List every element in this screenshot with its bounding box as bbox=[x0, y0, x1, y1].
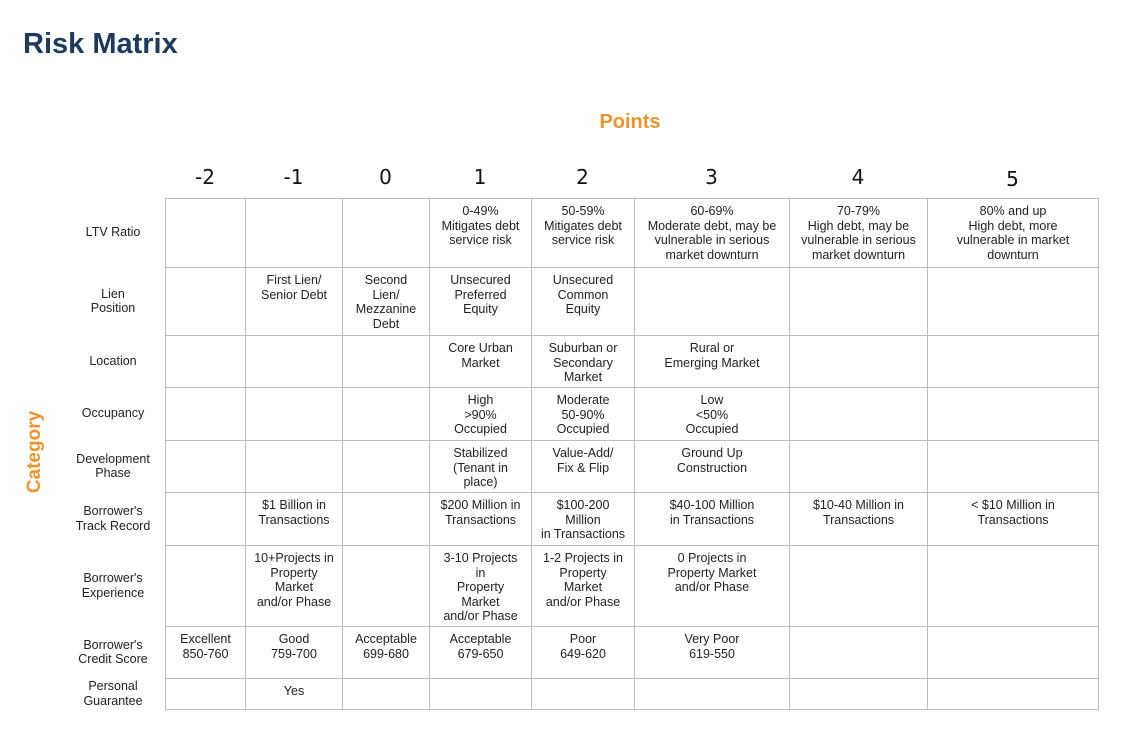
matrix-cell bbox=[166, 493, 246, 546]
matrix-cell bbox=[928, 627, 1099, 679]
matrix-cell: $10-40 Million in Transactions bbox=[790, 493, 928, 546]
row-label: Borrower's Experience bbox=[81, 571, 145, 600]
matrix-cell: Rural or Emerging Market bbox=[635, 336, 790, 388]
matrix-cell bbox=[166, 336, 246, 388]
matrix-cell: Suburban or Secondary Market bbox=[532, 336, 635, 388]
table-row bbox=[166, 679, 1099, 710]
table-row bbox=[166, 546, 1099, 627]
matrix-cell: Poor 649-620 bbox=[532, 627, 635, 679]
matrix-cell: Unsecured Preferred Equity bbox=[430, 268, 532, 336]
matrix-cell: 3-10 Projects in Property Market and/or Phase bbox=[430, 546, 532, 627]
points-header: 4 bbox=[851, 165, 865, 189]
matrix-cell: First Lien/ Senior Debt bbox=[246, 268, 343, 336]
matrix-cell: $200 Million in Transactions bbox=[430, 493, 532, 546]
points-header: -2 bbox=[195, 165, 215, 189]
points-header: 5 bbox=[1006, 167, 1019, 191]
matrix-cell bbox=[928, 546, 1099, 627]
row-label: Personal Guarantee bbox=[83, 679, 143, 708]
row-label: Development Phase bbox=[76, 451, 150, 480]
table-row bbox=[166, 268, 1099, 336]
matrix-cell bbox=[166, 546, 246, 627]
matrix-cell bbox=[343, 388, 430, 441]
matrix-cell bbox=[790, 546, 928, 627]
points-header: 1 bbox=[473, 165, 487, 189]
matrix-cell: Core Urban Market bbox=[430, 336, 532, 388]
matrix-cell: 0-49% Mitigates debt service risk bbox=[430, 199, 532, 268]
matrix-cell bbox=[790, 388, 928, 441]
matrix-cell bbox=[430, 679, 532, 710]
matrix-cell: Low <50% Occupied bbox=[635, 388, 790, 441]
matrix-cell bbox=[343, 199, 430, 268]
points-header: 2 bbox=[576, 165, 589, 189]
matrix-cell bbox=[928, 388, 1099, 441]
matrix-cell: < $10 Million in Transactions bbox=[928, 493, 1099, 546]
matrix-cell: Ground Up Construction bbox=[635, 441, 790, 493]
row-label: Borrower's Track Record bbox=[75, 504, 151, 533]
matrix-cell: Very Poor 619-550 bbox=[635, 627, 790, 679]
matrix-cell bbox=[343, 679, 430, 710]
matrix-cell bbox=[246, 199, 343, 268]
matrix-cell bbox=[790, 336, 928, 388]
table-row bbox=[166, 388, 1099, 441]
page-title: Risk Matrix bbox=[23, 28, 178, 60]
matrix-cell: 80% and up High debt, more vulnerable in market downturn bbox=[928, 199, 1099, 268]
matrix-cell: Acceptable 679-650 bbox=[430, 627, 532, 679]
matrix-cell: Value-Add/ Fix & Flip bbox=[532, 441, 635, 493]
points-axis-label: Points bbox=[599, 111, 661, 133]
matrix-cell bbox=[166, 199, 246, 268]
matrix-cell bbox=[166, 679, 246, 710]
matrix-cell: $1 Billion in Transactions bbox=[246, 493, 343, 546]
matrix-cell bbox=[246, 336, 343, 388]
matrix-cell bbox=[343, 493, 430, 546]
points-header: 0 bbox=[379, 165, 392, 189]
matrix-cell: Stabilized (Tenant in place) bbox=[430, 441, 532, 493]
table-row bbox=[166, 493, 1099, 546]
matrix-cell bbox=[343, 441, 430, 493]
matrix-cell bbox=[343, 546, 430, 627]
matrix-cell bbox=[790, 627, 928, 679]
matrix-cell bbox=[635, 268, 790, 336]
matrix-cell: $100-200 Million in Transactions bbox=[532, 493, 635, 546]
matrix-cell: Unsecured Common Equity bbox=[532, 268, 635, 336]
matrix-cell: $40-100 Million in Transactions bbox=[635, 493, 790, 546]
matrix-cell: Excellent 850-760 bbox=[166, 627, 246, 679]
matrix-cell: 10+Projects in Property Market and/or Phase bbox=[246, 546, 343, 627]
row-label: Lien Position bbox=[90, 286, 136, 315]
matrix-cell: High >90% Occupied bbox=[430, 388, 532, 441]
matrix-cell: 1-2 Projects in Property Market and/or Phase bbox=[532, 546, 635, 627]
matrix-cell bbox=[246, 388, 343, 441]
matrix-cell bbox=[790, 268, 928, 336]
matrix-cell bbox=[166, 388, 246, 441]
points-header: -1 bbox=[283, 165, 304, 189]
category-axis-label: Category bbox=[24, 410, 45, 494]
matrix-cell bbox=[790, 679, 928, 710]
matrix-cell: 0 Projects in Property Market and/or Phase bbox=[635, 546, 790, 627]
matrix-cell: Moderate 50-90% Occupied bbox=[532, 388, 635, 441]
row-label: LTV Ratio bbox=[85, 225, 141, 240]
points-header: 3 bbox=[705, 165, 718, 189]
matrix-cell bbox=[166, 441, 246, 493]
matrix-cell: Acceptable 699-680 bbox=[343, 627, 430, 679]
matrix-cell bbox=[343, 336, 430, 388]
risk-matrix-table bbox=[165, 198, 1099, 710]
table-row bbox=[166, 336, 1099, 388]
table-row bbox=[166, 627, 1099, 679]
matrix-cell bbox=[928, 336, 1099, 388]
matrix-cell bbox=[246, 441, 343, 493]
matrix-cell: Yes bbox=[246, 679, 343, 710]
table-row bbox=[166, 199, 1099, 268]
matrix-cell bbox=[928, 679, 1099, 710]
matrix-cell: 70-79% High debt, may be vulnerable in serious market downturn bbox=[790, 199, 928, 268]
matrix-cell: 50-59% Mitigates debt service risk bbox=[532, 199, 635, 268]
matrix-cell bbox=[166, 268, 246, 336]
matrix-cell bbox=[532, 679, 635, 710]
table-row bbox=[166, 441, 1099, 493]
matrix-cell bbox=[928, 268, 1099, 336]
row-label: Occupancy bbox=[81, 406, 145, 421]
matrix-cell bbox=[790, 441, 928, 493]
matrix-cell bbox=[928, 441, 1099, 493]
matrix-cell bbox=[635, 679, 790, 710]
matrix-cell: Good 759-700 bbox=[246, 627, 343, 679]
matrix-cell: 60-69% Moderate debt, may be vulnerable in serious market downturn bbox=[635, 199, 790, 268]
row-label: Borrower's Credit Score bbox=[78, 637, 148, 666]
matrix-cell: Second Lien/ Mezzanine Debt bbox=[343, 268, 430, 336]
row-label: Location bbox=[89, 353, 137, 368]
